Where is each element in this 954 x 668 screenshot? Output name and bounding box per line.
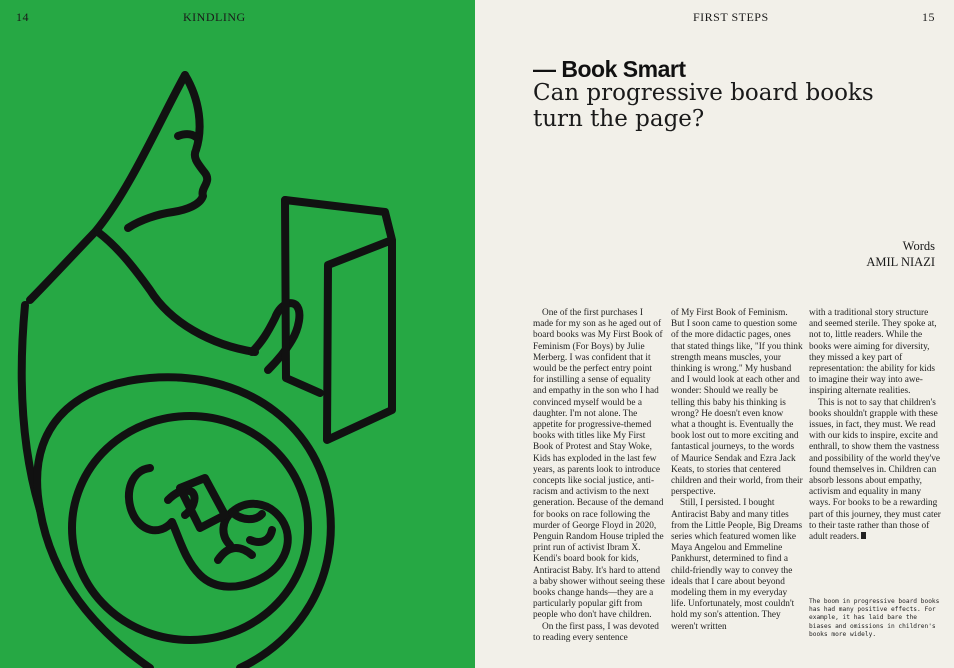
face-profile: [128, 75, 207, 228]
eye-mark: [178, 134, 196, 137]
paragraph: Still, I persisted. I bought Antiracist Baby and many titles from the Little People, Big Dreams series which featured women like Maya Angelou and Emmeline Pankhurst, determined to find a child-friendly way to convey the ideals that I care about beyond modeling them in my everyday life. Unfortunately, most couldn't hold my son's attention. They weren't written: [671, 498, 803, 632]
byline: [866, 238, 935, 270]
body-column-2: [671, 308, 803, 633]
article-headline: Can progressive board books turn the page?: [533, 80, 874, 132]
byline-author: AMIL NIAZI: [866, 255, 935, 269]
paragraph: of My First Book of Feminism. But I soon came to question some of the more didactic pages, ones that stated things like, "If you think strength means muscles, your thinking is wrong." My husband and I would look at each other and wonder: Should we really be telling this baby his thinking is wrong? He doesn't even know what a thought is. Eventually the book lost out to more exciting and fantastical journeys, to the words of Maurice Sendak and Ezra Jack Keats, to stories that centered children and their world, from their perspective.: [671, 308, 803, 498]
fetus-legs: [232, 512, 272, 542]
pull-caption: The boom in progressive board books has had many positive effects. For example, it has laid bare the biases and omissions in children's books more widely.: [809, 598, 940, 638]
folio-left: 14: [16, 10, 29, 24]
running-head-right: FIRST STEPS: [693, 10, 769, 24]
head-outline: [30, 75, 185, 300]
byline-label: Words: [902, 239, 935, 253]
running-head-left: KINDLING: [183, 10, 246, 24]
paragraph: One of the first purchases I made for my son as he aged out of board books was My First Book of Feminism (For Boys) by Julie Merberg. I was confident that it would be the perfect entry point for instilling a sense of equality and empathy in the son who I had convinced myself would be a daughter. I'm not alone. The appetite for progressive-themed books with titles like My First Book of Protest and Stay Woke, Kids has exploded in the last few years, as parents look to introduce concepts like social justice, anti-racism and activism to the next generation. Because of the demand for books on race following the murder of George Floyd in 2020, Penguin Random House tripled the print run of activist Ibram X. Kendi's board book for kids, Antiracist Baby. It's hard to attend a baby shower without seeing these books change hands—they are a particularly popular gift from people who don't have children.: [533, 308, 665, 621]
paragraph: with a traditional story structure and seemed sterile. They spoke at, not to, little readers. While the books were aiming for diversity, they missed a key part of representation: the ability for kids to imagine their way into awe-inspiring alternate realities.: [809, 308, 937, 397]
hand: [252, 303, 299, 370]
right-page: [475, 0, 954, 668]
paragraph: On the first pass, I was devoted to reading every sentence: [533, 621, 659, 643]
body-column-3: [809, 308, 941, 543]
left-page: [0, 0, 475, 668]
illustration-parent-reading-with-baby: [0, 0, 475, 668]
paragraph-last: [809, 398, 941, 544]
end-mark-icon: [861, 532, 866, 539]
umbilical: [218, 548, 252, 560]
book-back: [285, 200, 320, 393]
section-kicker: — Book Smart: [533, 56, 686, 82]
shoulder: [98, 232, 255, 352]
folio-right: 15: [922, 10, 935, 24]
body-column-1: [533, 308, 665, 644]
paragraph-text: This is not to say that children's books shouldn't grapple with these issues, in fact, they must. We read with our kids to inspire, excite and enthrall, to show them the vastness and possibility of the world they've found themselves in. Children can absorb lessons about empathy, activism and equality in many ways. For books to be a rewarding part of this journey, they must cater to their taste rather than those of adult readers.: [809, 397, 941, 543]
mini-book: [180, 478, 225, 528]
